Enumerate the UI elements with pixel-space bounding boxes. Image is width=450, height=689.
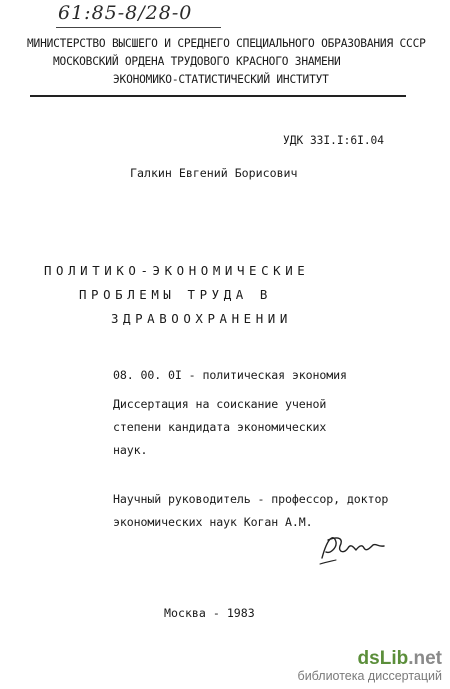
- institute-name: ЭКОНОМИКО-СТАТИСТИЧЕСКИЙ ИНСТИТУТ: [113, 73, 329, 86]
- handwritten-archive-code: 61:85-8/28-0: [58, 2, 193, 24]
- institute-order-line: МОСКОВСКИЙ ОРДЕНА ТРУДОВОГО КРАСНОГО ЗНАМЕНИ: [53, 55, 341, 68]
- handwritten-underline: [56, 27, 221, 28]
- watermark-brand-name: dsLib: [357, 648, 409, 669]
- author-name: Галкин Евгений Борисович: [130, 166, 298, 180]
- ministry-header: МИНИСТЕРСТВО ВЫСШЕГО И СРЕДНЕГО СПЕЦИАЛЬНОГО ОБРАЗОВАНИЯ СССР: [27, 37, 426, 50]
- udc-code: УДК 33I.I:6I.04: [283, 134, 385, 147]
- header-divider: [30, 95, 406, 97]
- title-line-2: ПРОБЛЕМЫ ТРУДА В: [79, 287, 272, 302]
- title-line-3: ЗДРАВООХРАНЕНИИ: [111, 311, 292, 326]
- handwritten-signature: [318, 528, 388, 568]
- specialty-code: 08. 00. 0I - политическая экономия: [113, 368, 347, 382]
- watermark-brand-tld: .net: [408, 648, 442, 669]
- title-line-1: ПОЛИТИКО-ЭКОНОМИЧЕСКИЕ: [44, 263, 310, 278]
- city-and-year: Москва - 1983: [164, 606, 255, 620]
- dissertation-line-2: степени кандидата экономических: [113, 420, 327, 434]
- supervisor-line-1: Научный руководитель - профессор, доктор: [113, 492, 389, 506]
- dissertation-line-1: Диссертация на соискание ученой: [113, 397, 327, 411]
- watermark-tagline: библиотека диссертаций: [297, 669, 442, 683]
- dslib-watermark: [298, 649, 442, 683]
- dissertation-line-3: наук.: [113, 443, 148, 457]
- supervisor-line-2: экономических наук Коган А.М.: [113, 515, 313, 529]
- watermark-brand: [298, 649, 442, 669]
